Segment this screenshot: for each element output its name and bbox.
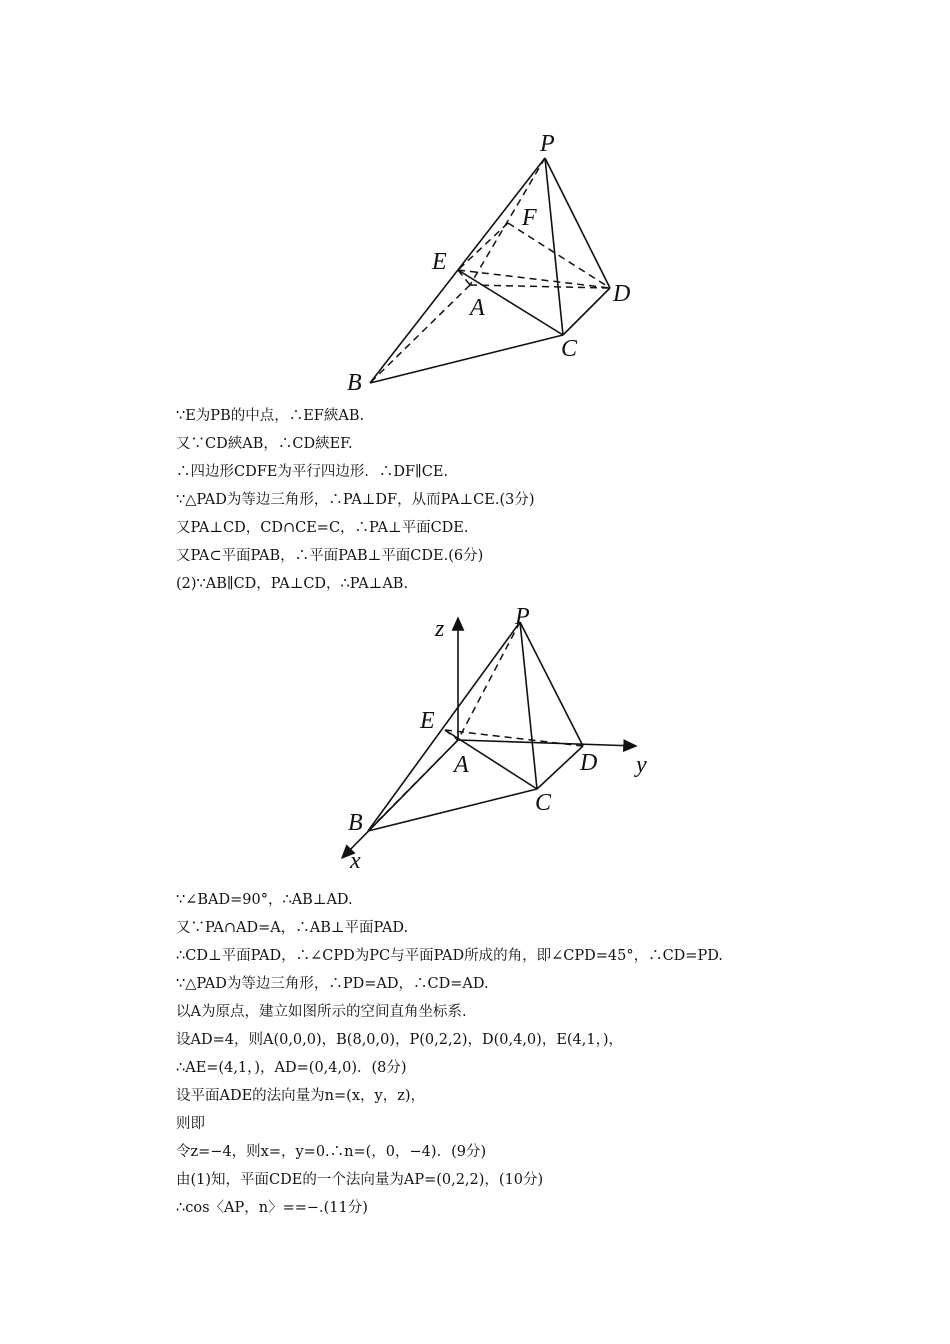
text-line: 又PA⊂平面PAB，∴平面PAB⊥平面CDE.(6分)	[176, 548, 484, 564]
label-f: F	[522, 205, 537, 231]
edge-pd	[520, 622, 583, 746]
label-z: z	[435, 616, 445, 642]
text-line: 又∵PA∩AD=A，∴AB⊥平面PAD.	[176, 920, 409, 936]
text-line: 设平面ADE的法向量为n=(x，y，z)，	[176, 1088, 425, 1104]
label-y: y	[636, 752, 647, 778]
edge-pa	[458, 622, 520, 740]
label-e: E	[432, 249, 447, 275]
pyramid-figure-2	[330, 600, 670, 875]
text-line: ∴CD⊥平面PAD，∴∠CPD为PC与平面PAD所成的角，即∠CPD=45°，∴CD=PD.	[176, 948, 723, 964]
label-a: A	[454, 752, 469, 778]
edge-ad	[470, 285, 610, 288]
label-d: D	[613, 281, 631, 307]
edge-ed	[458, 270, 610, 288]
text-line: 以A为原点，建立如图所示的空间直角坐标系.	[176, 1004, 467, 1020]
label-a: A	[470, 295, 485, 321]
text-line: ∵∠BAD=90°，∴AB⊥AD.	[176, 892, 353, 908]
label-x: x	[350, 848, 361, 874]
y-axis	[458, 740, 636, 746]
edge-pd	[545, 158, 610, 288]
label-c: C	[535, 790, 552, 816]
edge-pc	[545, 158, 563, 335]
text-line: (2)∵AB∥CD，PA⊥CD，∴PA⊥AB.	[176, 576, 409, 592]
label-b: B	[348, 810, 363, 836]
label-e: E	[420, 708, 435, 734]
text-line: ∴cos〈AP，n〉==−.(11分)	[176, 1200, 368, 1216]
label-d: D	[580, 750, 598, 776]
edge-cd	[563, 288, 610, 335]
label-p: P	[515, 604, 530, 630]
edge-pc	[520, 622, 537, 789]
label-c: C	[561, 336, 578, 362]
edge-cd	[537, 746, 583, 789]
text-line: 又PA⊥CD，CD∩CE=C，∴PA⊥平面CDE.	[176, 520, 469, 536]
text-line: 由(1)知，平面CDE的一个法向量为AP=(0,2,2)，(10分)	[176, 1172, 544, 1188]
text-line: ∵E为PB的中点，∴EF綊AB.	[176, 408, 365, 424]
text-line: 令z=−4，则x=，y=0.∴n=(，0，−4)．(9分)	[176, 1144, 487, 1160]
pyramid-figure-1	[330, 125, 650, 400]
edge-bc	[370, 335, 563, 383]
text-line: ∴四边形CDFE为平行四边形．∴DF∥CE.	[176, 464, 449, 480]
text-line: 设AD=4，则A(0,0,0)，B(8,0,0)，P(0,2,2)，D(0,4,0)，E(4,1，)，	[176, 1032, 624, 1048]
text-line: ∵△PAD为等边三角形，∴PD=AD，∴CD=AD.	[176, 976, 489, 992]
label-b: B	[347, 370, 362, 396]
edge-ab	[370, 285, 470, 383]
text-line: 又∵CD綊AB，∴CD綊EF.	[176, 436, 353, 452]
edge-ea	[458, 270, 470, 285]
text-line: 则即	[176, 1116, 205, 1132]
text-line: ∵△PAD为等边三角形，∴PA⊥DF，从而PA⊥CE.(3分)	[176, 492, 535, 508]
label-p: P	[540, 131, 555, 157]
text-line: ∴AE=(4,1，)，AD=(0,4,0)．(8分)	[176, 1060, 407, 1076]
